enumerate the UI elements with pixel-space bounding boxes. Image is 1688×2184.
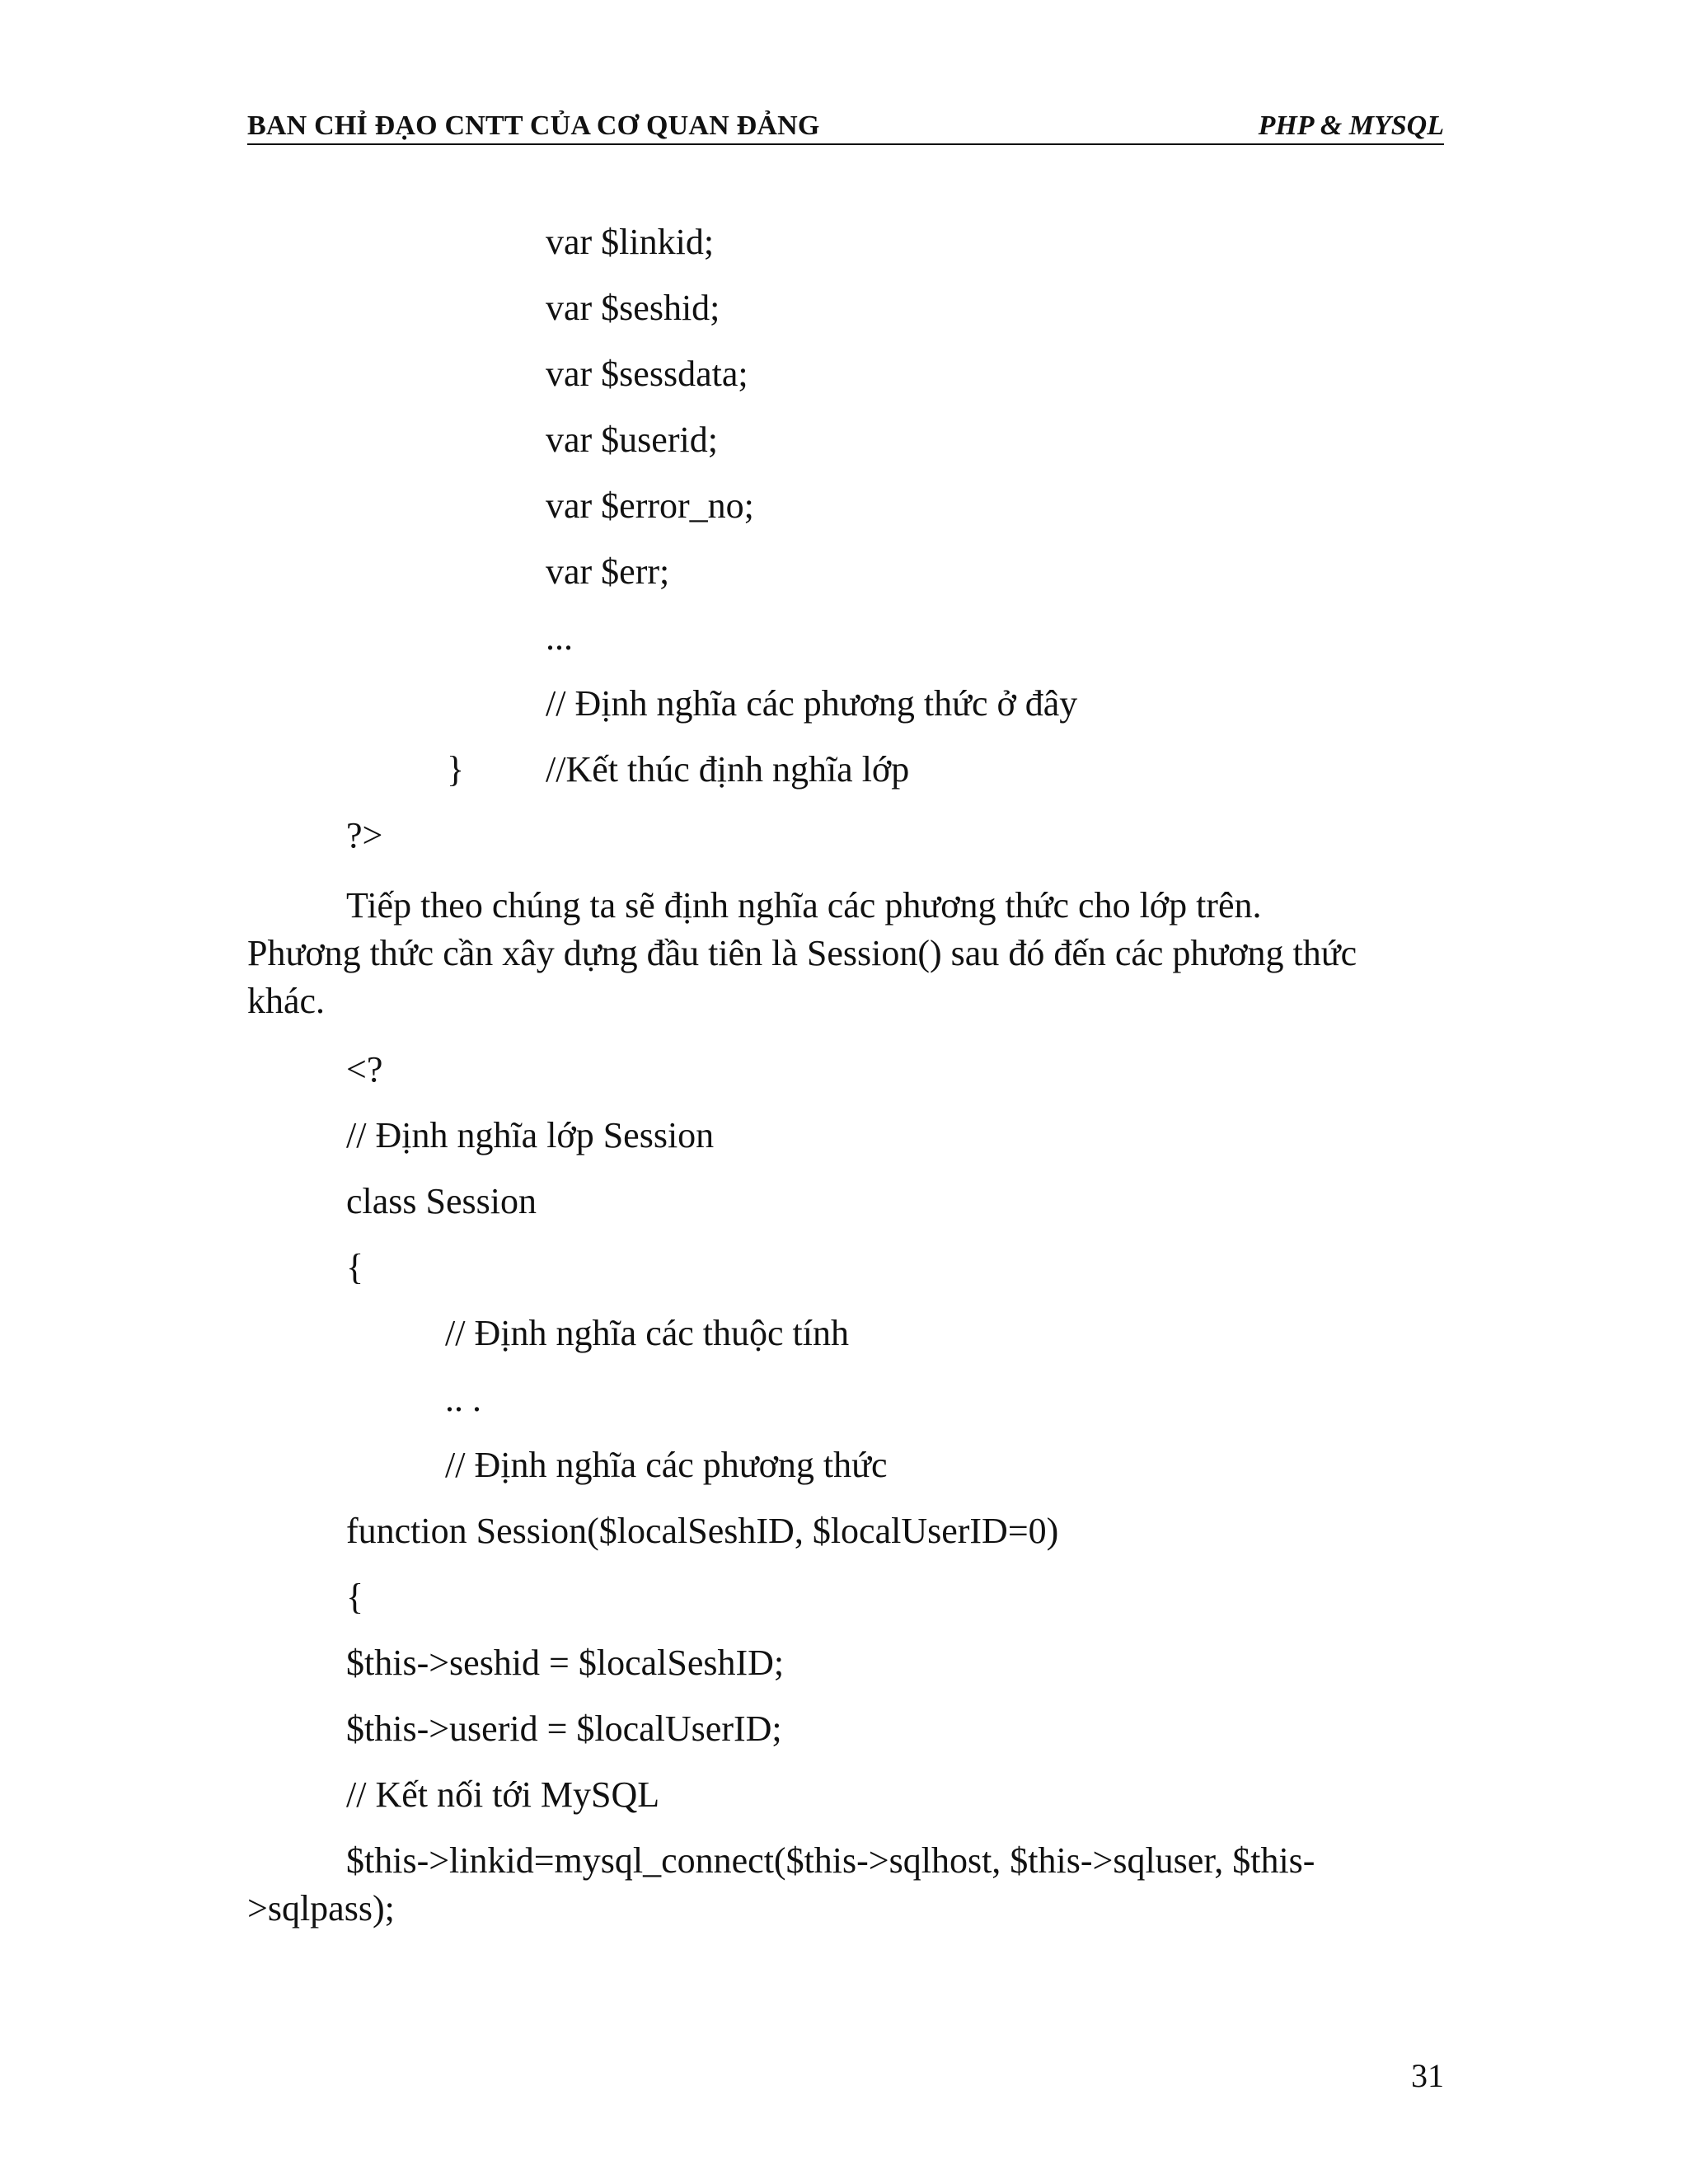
code-line-var-sessdata: var $sessdata; bbox=[546, 354, 748, 394]
code-line-mysql-connect-cont: >sqlpass); bbox=[247, 1888, 395, 1929]
code-line-class-declaration: class Session bbox=[346, 1181, 537, 1221]
header-book-title: PHP & MYSQL bbox=[1258, 110, 1444, 141]
code-line-assign-userid: $this->userid = $localUserID; bbox=[346, 1708, 782, 1749]
code-line-assign-seshid: $this->seshid = $localSeshID; bbox=[346, 1643, 785, 1683]
code-line-php-open: <? bbox=[346, 1049, 383, 1090]
code-line-methods-comment: // Định nghĩa các phương thức ở đây bbox=[546, 683, 1078, 724]
page-header bbox=[247, 101, 1444, 145]
code-line-connect-comment: // Kết nối tới MySQL bbox=[346, 1774, 660, 1815]
code-line-class-open-brace: { bbox=[346, 1247, 364, 1287]
code-line-function-session: function Session($localSeshID, $localUserID=0) bbox=[346, 1511, 1059, 1551]
code-line-var-userid: var $userid; bbox=[546, 419, 718, 460]
code-line-php-close: ?> bbox=[346, 815, 383, 855]
paragraph-line-1: Tiếp theo chúng ta sẽ định nghĩa các phương thức cho lớp trên. bbox=[346, 885, 1262, 926]
code-line-var-linkid: var $linkid; bbox=[546, 222, 715, 262]
code-line-close-brace: } bbox=[447, 749, 465, 790]
code-line-mysql-connect: $this->linkid=mysql_connect($this->sqlhost, $this->sqluser, $this- bbox=[346, 1840, 1315, 1881]
paragraph-line-3: khác. bbox=[247, 981, 326, 1021]
code-line-properties-comment: // Định nghĩa các thuộc tính bbox=[445, 1313, 849, 1353]
header-organization: BAN CHỈ ĐẠO CNTT CỦA CƠ QUAN ĐẢNG bbox=[247, 110, 820, 141]
code-line-dots: .. . bbox=[445, 1379, 481, 1419]
code-line-ellipsis: ... bbox=[546, 617, 573, 658]
code-line-end-class-comment: //Kết thúc định nghĩa lớp bbox=[546, 749, 910, 790]
code-line-var-err: var $err; bbox=[546, 551, 670, 592]
page-number: 31 bbox=[1411, 2057, 1444, 2094]
code-line-var-seshid: var $seshid; bbox=[546, 288, 720, 328]
code-line-function-open-brace: { bbox=[346, 1577, 364, 1617]
code-line-var-error-no: var $error_no; bbox=[546, 485, 754, 526]
paragraph-line-2: Phương thức cần xây dựng đầu tiên là Session() sau đó đến các phương thức bbox=[247, 933, 1357, 973]
code-line-methods-comment-2: // Định nghĩa các phương thức bbox=[445, 1445, 888, 1485]
code-line-class-comment: // Định nghĩa lớp Session bbox=[346, 1115, 715, 1155]
